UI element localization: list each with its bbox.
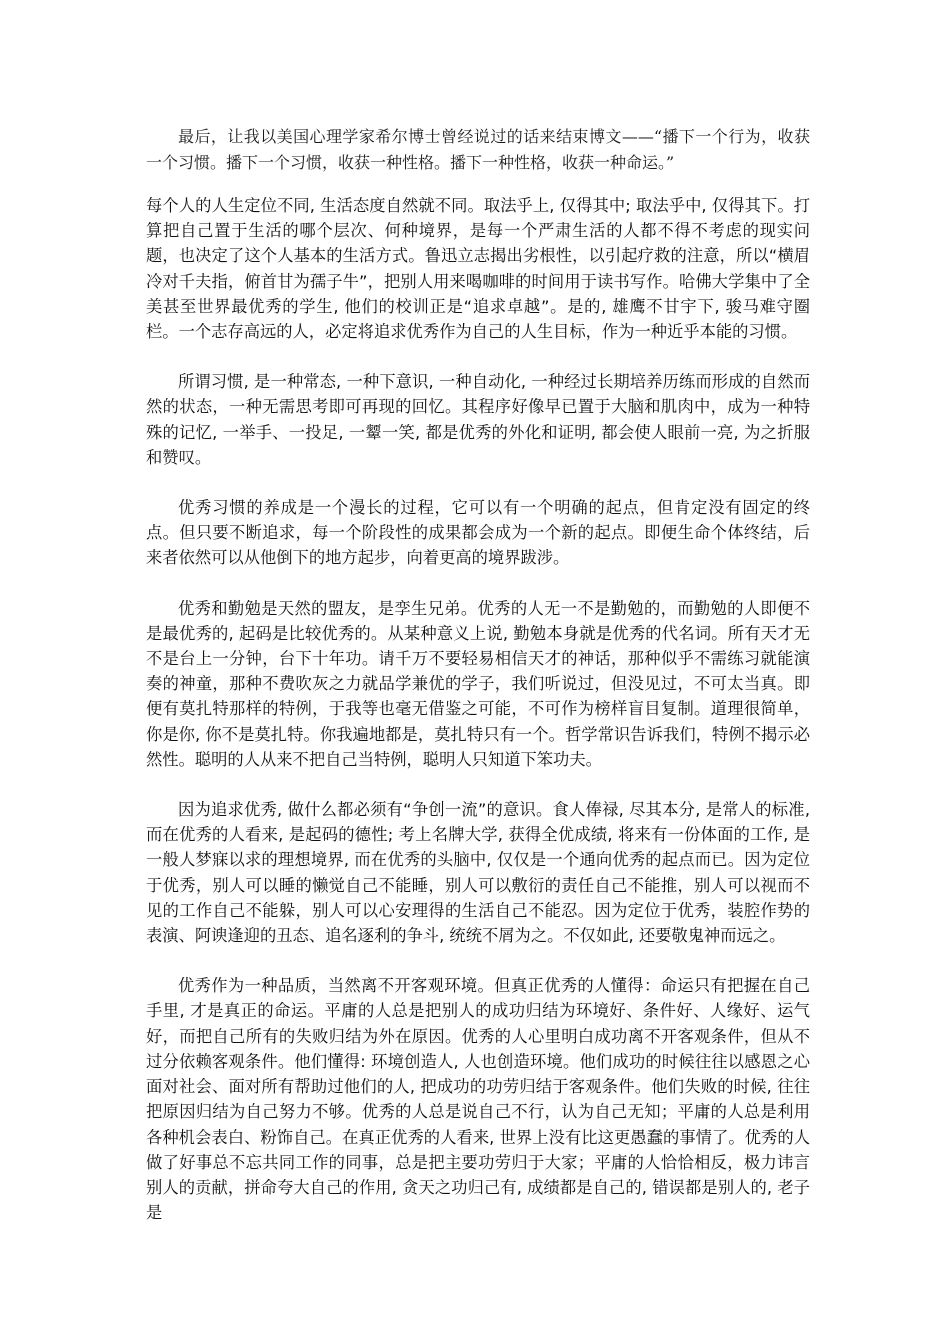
article-body <box>146 193 810 1250</box>
paragraph-habit-formation: 优秀习惯的养成是一个漫长的过程，它可以有一个明确的起点，但肯定没有固定的终点。但只要不断追求，每一个阶段性的成果都会成为一个新的起点。即便生命个体终结，后来者依然可以从他倒下的地方起步，向着更高的境界跋涉。 <box>146 498 810 568</box>
paragraph-excellence-diligence: 优秀和勤勉是天然的盟友，是孪生兄弟。优秀的人无一不是勤勉的，而勤勉的人即便不是最优秀的, 起码是比较优秀的。从某种意义上说, 勤勉本身就是优秀的代名词。所有天才无不是台上一分钟，台下十年功。请千万不要轻易相信天才的神话，那种似乎不需练习就能演奏的神童，那种不费吹灰之力就品学兼优的学子，我们听说过，但没见过，不可太当真。即便有莫扎特那样的特例，于我等也毫无借鉴之可能，不可作为榜样盲目复制。道理很简单，你是你, 你不是莫扎特。你我遍地都是，莫扎特只有一个。哲学常识告诉我们，特例不揭示必然性。聪明的人从来不把自己当特例，聪明人只知道下笨功夫。 <box>146 598 810 769</box>
closing-quote-paragraph: 最后，让我以美国心理学家希尔博士曾经说过的话来结束博文——“播下一个行为，收获一个习惯。播下一个习惯，收获一种性格。播下一种性格，收获一种命运。” <box>146 127 810 172</box>
paragraph-first-class-awareness: 因为追求优秀, 做什么都必须有“争创一流”的意识。食人俸禄, 尽其本分, 是常人的标准, 而在优秀的人看来, 是起码的德性; 考上名牌大学, 获得全优成绩, 将来有一份体面的工作, 是一般人梦寐以求的理想境界, 而在优秀的头脑中, 仅仅是一个通向优秀的起点而已。因为定位于优秀，别人可以睡的懒觉自己不能睡，别人可以敷衍的责任自己不能推，别人可以视而不见的工作自己不能躲，别人可以心安理得的生活自己不能忍。因为定位于优秀，装腔作势的表演、阿谀逢迎的丑态、追名逐利的争斗, 统统不屑为之。不仅如此, 还要敬鬼神而远之。 <box>146 800 810 946</box>
paragraph-excellence-environment: 优秀作为一种品质，当然离不开客观环境。但真正优秀的人懂得：命运只有把握在自己手里, 才是真正的命运。平庸的人总是把别人的成功归结为环境好、条件好、人缘好、运气好，而把自己所有的失败归结为外在原因。优秀的人心里明白成功离不开客观条件，但从不过分依赖客观条件。他们懂得: 环境创造人, 人也创造环境。他们成功的时候往往以感恩之心面对社会、面对所有帮助过他们的人, 把成功的功劳归结于客观条件。他们失败的时候, 往往把原因归结为自己努力不够。优秀的人总是说自己不行，认为自己无知；平庸的人总是利用各种机会表白、粉饰自己。在真正优秀的人看来, 世界上没有比这更愚蠢的事情了。优秀的人做了好事总不忘共同工作的同事，总是把主要功劳归于大家；平庸的人恰恰相反，极力讳言别人的贡献，拼命夸大自己的作用, 贪天之功归己有, 成绩都是自己的, 错误都是别人的, 老子是 <box>146 976 810 1223</box>
paragraph-habit-definition: 所谓习惯, 是一种常态, 一种下意识, 一种自动化, 一种经过长期培养历练而形成的自然而然的状态，一种无需思考即可再现的回忆。其程序好像早已置于大脑和肌肉中，成为一种特殊的记忆, 一举手、一投足, 一颦一笑, 都是优秀的外化和证明, 都会使人眼前一亮, 为之折服和赞叹。 <box>146 372 810 467</box>
paragraph-life-positioning: 每个人的人生定位不同, 生活态度自然就不同。取法乎上, 仅得其中; 取法乎中, 仅得其下。打算把自己置于生活的哪个层次、何种境界，是每一个严肃生活的人都不得不考虑的现实问题，也决定了这个人基本的生活方式。鲁迅立志揭出劣根性，以引起疗救的注意，所以“横眉冷对千夫指，俯首甘为孺子牛”，把别人用来喝咖啡的时间用于读书写作。哈佛大学集中了全美甚至世界最优秀的学生, 他们的校训正是“追求卓越”。是的, 雄鹰不甘宇下, 骏马难守圈栏。一个志存高远的人，必定将追求优秀作为自己的人生目标，作为一种近乎本能的习惯。 <box>146 196 810 342</box>
